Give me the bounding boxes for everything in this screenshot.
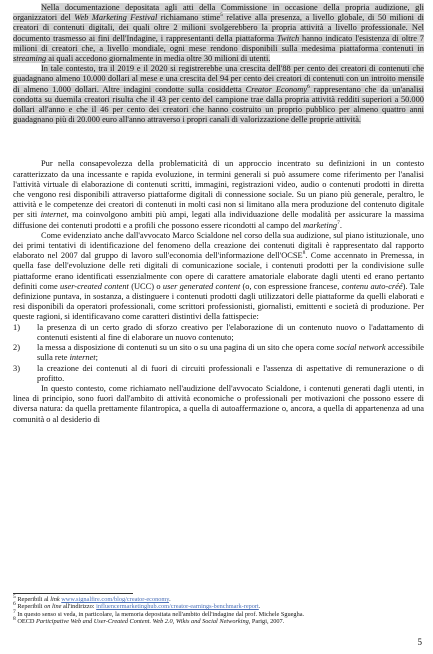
list-number: 1) — [13, 322, 20, 332]
text-run: ai quali accedono giornalmente in media oltre 30 milioni di utenti. — [46, 54, 271, 64]
text-run-italic: internet — [40, 210, 67, 220]
text-run-italic: on line — [44, 603, 62, 611]
paragraph-2-highlight — [13, 64, 424, 124]
text-run-italic: contenu auto-créé — [341, 281, 403, 291]
text-run: la presenza di un certo grado di sforzo creativo per l'elaborazione di un contenuto nuovo o l'adattamento di contenuti esistenti al fine di elaborare un nuovo contenuto; — [37, 322, 424, 342]
paragraph-5 — [13, 384, 424, 425]
text-run: . — [258, 603, 261, 611]
footnote-6 — [13, 603, 424, 610]
text-run: hanno indicato l'esistenza di oltre 7 milioni di creatori che, a livello mondiale, ogni mese rendono disponibili sulla medesima piattaforma contenuti in — [13, 33, 424, 53]
text-run: (o, con espressione francese, — [240, 281, 342, 291]
paragraph-4 — [13, 231, 424, 323]
text-run: . Come accennato in Premessa, in quella fase dell'evoluzione delle reti digitali di comunicazione sociale, i contenuti prodotti per la condivisione sulle piattaforme erano identificati essenzialmente con opere di carattere amatoriale elaborate dagli utenti ed erano pertanto definiti come — [13, 251, 425, 291]
text-run: Come evidenziato anche dall'avvocato Marco Scialdone nel corso della sua audizione, sul piano istituzionale, uno dei primi tentativi di identificazione del fenomeno della creazione dei contenuti digitali è rappresentato dal rapporto elaborato nel 2007 dal gruppo di lavoro sull'economia dell'informazione dell'OCSE — [13, 230, 424, 261]
text-run-italic: link — [50, 596, 60, 603]
text-run: relative alla presenza, a livello globale, di 50 milioni di creatori di contenuti digitali, dei quali oltre 2 milioni svolgerebbero la propria attività a livello professionale. Nel documento trasmesso ai fini dell'Indagine, i rappresentanti della piattaforma — [13, 13, 424, 43]
text-run: OECD — [15, 618, 37, 626]
text-run: , Parigi, 2007. — [248, 618, 285, 626]
footnote-number: 6 — [13, 601, 16, 608]
text-run-italic: Twitch — [276, 33, 300, 43]
text-run: richiamano stime — [157, 13, 221, 23]
text-run: rappresentano che da un'analisi condotta su duemila creatori risulta che il 43 per cento del campione trae dalla propria attività redditi superiori a 50.000 dollari all'anno e che il 46 per cento dei creatori che hanno costruito un proprio pubblico per almeno quattro anni guadagnano più di 20.000 euro all'anno attraverso i propri canali di valorizzazione delle proprie attività. — [13, 84, 424, 125]
footnote-ref-8[interactable]: 8 — [302, 250, 306, 257]
text-run: all'indirizzo: — [61, 603, 97, 611]
footnote-ref-6[interactable]: 6 — [307, 83, 310, 90]
list-item — [13, 364, 424, 384]
text-run: la messa a disposizione di contenuti su un sito o su una pagina di un sito che opera come — [37, 343, 337, 353]
text-run: Reperibili — [15, 603, 45, 611]
list-number: 3) — [13, 363, 20, 373]
text-run: ). Tale definizione puntava, in sostanza, a distinguere i contenuti prodotti dagli utilizzatori delle piattaforme da quelli elaborati e resi disponibili da operatori professionali, come scrittori professionisti, giornalisti, emittenti e società di produzione. Per queste ragioni, si identificavano come caratteri distintivi della fattispecie: — [13, 281, 424, 322]
footnote-number: 8 — [13, 616, 16, 623]
footnote-ref-7[interactable]: 7 — [337, 219, 340, 226]
text-run-italic: Web Marketing Festival — [74, 13, 158, 23]
text-run: , ma coinvolgono ambiti più ampi, legati alla individuazione delle modalità per assicurare la massima diffusione dei contenuti prodotti e a profili che possono essere ricondotti al campo del — [13, 210, 424, 230]
list-item — [13, 323, 424, 343]
text-run: In questo contesto, come richiamato nell'audizione dell'avvocato Scialdone, i contenuti generati dagli utenti, in linea di principio, sono fuori dall'ambito di attività economiche o professionali per motivazioni che possono essere di diversa natura: da quella prettamente filantropica, a quella di autoaffermazione o, ancora, a quella di appartenenza ad una comunità o al desiderio di — [13, 383, 424, 424]
footnote-ref-5[interactable]: 5 — [220, 12, 223, 19]
text-run: Reperibili al — [15, 596, 51, 603]
paragraph-3 — [13, 159, 424, 230]
text-run: . — [169, 596, 171, 603]
footnotes — [13, 593, 424, 626]
text-run: In tale contesto, tra il 2019 e il 2020 si registrerebbe una crescita dell'88 per cento dei creatori di contenuti che guadagnano almeno 10.000 dollari al mese e una crescita del 94 per cento dei creatori di contenuti con un introito mensile di almeno 1.000 dollari. Altre indagini condotte sulla cosiddetta — [13, 64, 424, 94]
paragraph-1 — [13, 3, 424, 64]
text-run-italic: Participative Web and User-Created Content. Web 2.0, Wikis and Social Networking — [36, 618, 249, 626]
footnote-number: 7 — [13, 608, 16, 615]
section-gap — [13, 125, 424, 159]
text-run: Pur nella consapevolezza della problematicità di un approccio incentrato su definizioni in un contesto caratterizzato da una incessante e rapida evoluzione, in termini generali si può assumere come riferimento per l'analisi l'attività virtuale di elaborazione di contenuti scritti, immagini, registrazioni video, audio o contenuti prodotti in diretta che vengono resi disponibili attraverso piattaforme digitali di connessione sociale. Su un piano più generale, peraltro, le attività e le competenze dei creatori di contenuti in molti casi non si limitano alla mera produzione del contenuto digitale per siti — [13, 159, 424, 220]
text-run-italic: user generated content — [162, 281, 241, 291]
text-run-italic: internet — [69, 353, 96, 363]
text-run-italic: streaming — [13, 54, 47, 64]
text-run: (UCC) o — [128, 281, 163, 291]
footnote-link[interactable]: influencermarketinghub.com/creator-earnings-benchmark-report — [96, 603, 259, 611]
list-number: 2) — [13, 343, 20, 353]
footnote-link[interactable]: www.signalfire.com/blog/creator-economy — [61, 596, 170, 603]
page-number: 5 — [417, 637, 422, 647]
text-run-italic: Creator Economy — [245, 84, 308, 94]
text-run: . — [339, 220, 342, 230]
text-run: accessibile sulla rete — [37, 343, 424, 363]
text-run: ; — [95, 353, 98, 363]
text-run: la creazione dei contenuti al di fuori di circuiti professionali e l'assenza di aspettative di remunerazione o di profitto. — [37, 363, 424, 383]
text-run-italic: social network — [336, 343, 386, 353]
list-item — [13, 343, 424, 363]
footnote-number: 5 — [13, 593, 16, 600]
paragraph-1-highlight — [13, 3, 424, 63]
text-run: In questo senso si veda, in particolare, la memoria depositata nell'ambito dell'indagine dal prof. Michele Sguegha. — [15, 610, 305, 618]
text-run-italic: marketing — [303, 220, 338, 230]
paragraph-2 — [13, 64, 424, 125]
footnote-8 — [13, 618, 424, 625]
footnote-divider — [13, 593, 133, 594]
text-run: Nella documentazione depositata agli atti della Commissione in occasione della propria audizione, gli organizzatori del — [13, 3, 424, 23]
text-run-italic: user-created content — [60, 281, 129, 291]
